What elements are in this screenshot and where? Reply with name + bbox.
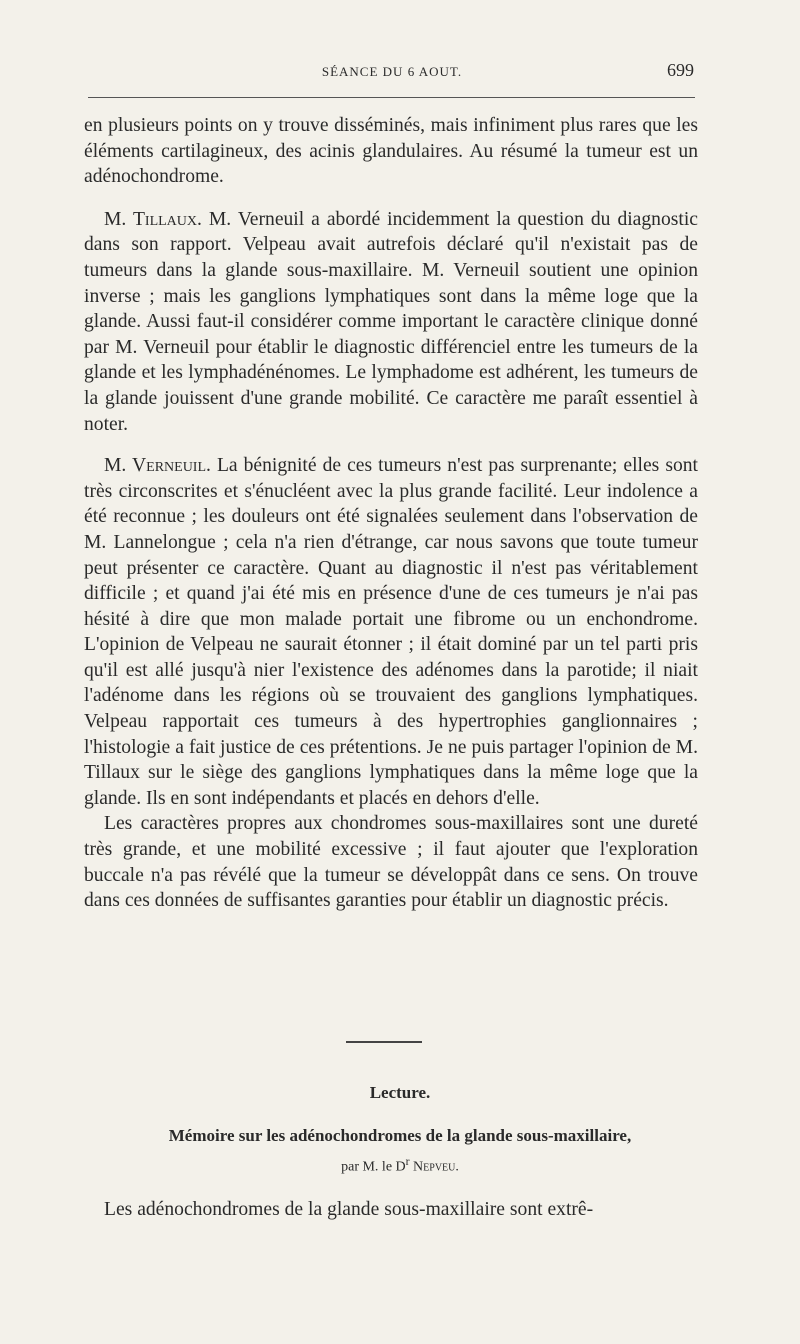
section-heading: Lecture. [369, 1083, 431, 1102]
running-title: SÉANCE DU 6 AOUT. [321, 64, 463, 79]
body-text [84, 113, 698, 914]
header-rule [88, 97, 695, 98]
speaker-tillaux: M. Tillaux. [104, 208, 202, 230]
memoir-author [0, 1155, 800, 1176]
author-sup: r [405, 1155, 410, 1168]
paragraph-continuation: en plusieurs points on y trouve disséminés, mais infiniment plus rares que les éléments cartilagineux, des acinis glandulaires. Au résumé la tumeur est un adénochondrome. [84, 115, 698, 188]
author-prefix: par M. le D [341, 1159, 406, 1175]
memoir-title: Mémoire sur les adénochondromes de la glande sous-maxillaire, [168, 1126, 632, 1145]
author-name: Nepveu. [413, 1159, 459, 1175]
paragraph-tillaux [84, 207, 698, 437]
paragraph-characteristics: Les caractères propres aux chondromes sous-maxillaires sont une dureté très grande, et une mobilité excessive ; il faut ajouter que l'exploration buccale n'a pas révélé que la tumeur se développât dans ce sens. On trouve dans ces données de suffisantes garanties pour établir un diagnostic précis. [84, 813, 698, 912]
paragraph-verneuil [84, 453, 698, 811]
speaker-verneuil: M. Verneuil. [104, 455, 211, 477]
page-header [86, 60, 698, 90]
page-number: 699 [667, 60, 694, 80]
tillaux-text: M. Verneuil a abordé incidemment la question du diagnostic dans son rapport. Velpeau avait autrefois déclaré qu'il n'existait pas de tumeurs dans la glande sous-maxillaire. M. Verneuil soutient une opinion inverse ; mais les ganglions lymphatiques sont dans la même loge que la glande. Aussi faut-il considérer comme important le caractère clinique donné par M. Verneuil pour établir le diagnostic différenciel entre les tumeurs de la glande et les lymphadénénomes. Le lymphadome est adhérent, les tumeurs de la glande jouissent d'une grande mobilité. Ce caractère me paraît essentiel à noter. [84, 208, 698, 435]
section-separator [346, 1041, 422, 1043]
memoir-first-line: Les adénochondromes de la glande sous-maxillaire sont extrê- [104, 1199, 594, 1220]
verneuil-text: La bénignité de ces tumeurs n'est pas surprenante; elles sont très circonscrites et s'énucléent avec la plus grande facilité. Leur indolence a été reconnue ; les douleurs ont été signalées seulement dans l'observation de M. Lannelongue ; cela n'a rien d'étrange, car nous savons que toute tumeur peut présenter ce caractère. Quant au diagnostic il n'est pas véritablement difficile ; et quand j'ai été mis en présence d'une de ces tumeurs je n'ai pas hésité à dire que mon malade portait une fibrome ou un enchondrome. L'opinion de Velpeau ne saurait étonner ; il était dominé par un tel parti pris qu'il est allé jusqu'à nier l'existence des adénomes dans la parotide; il niait l'adénome dans les régions où se trouvaient des ganglions lymphatiques. Velpeau rapportait ces tumeurs à des hypertrophies ganglionnaires ; l'histologie a fait justice de ces prétentions. Je ne puis partager l'opinion de M. Tillaux sur le siège des ganglions lymphatiques dans la même loge que la glande. Ils en sont indépendants et placés en dehors d'elle. [84, 455, 698, 809]
